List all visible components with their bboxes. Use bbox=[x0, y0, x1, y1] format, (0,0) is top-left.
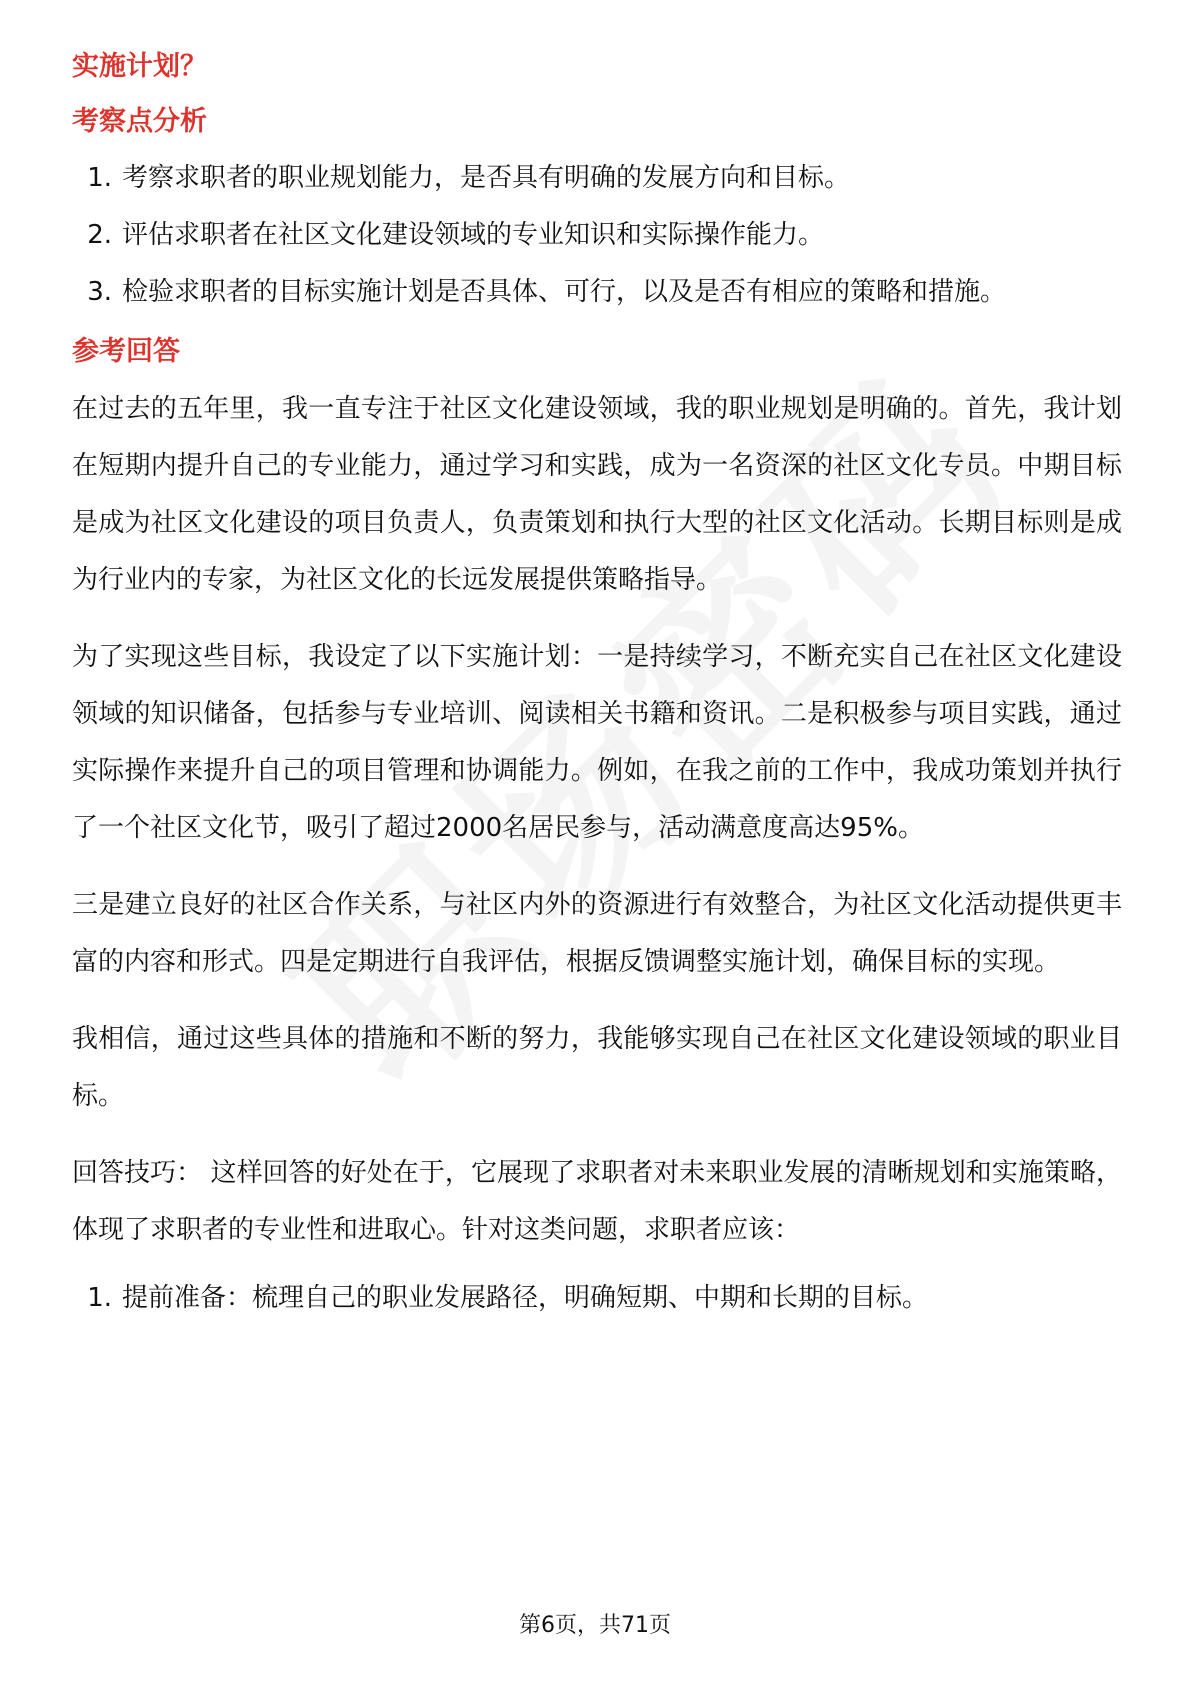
list-item-number: 2. bbox=[87, 220, 112, 250]
list-item bbox=[72, 275, 1122, 309]
list-item-text: 检验求职者的目标实施计划是否具体、可行，以及是否有相应的策略和措施。 bbox=[122, 277, 1007, 307]
list-item bbox=[72, 161, 1122, 195]
answer-paragraph: 我相信，通过这些具体的措施和不断的努力，我能够实现自己在社区文化建设领域的职业目标。 bbox=[72, 1024, 1122, 1111]
page-number-footer: 第6页，共71页 bbox=[519, 1613, 671, 1638]
answer-paragraph: 三是建立良好的社区合作关系，与社区内外的资源进行有效整合，为社区文化活动提供更丰富的内容和形式。四是定期进行自我评估，根据反馈调整实施计划，确保目标的实现。 bbox=[72, 890, 1122, 977]
answer-paragraph: 为了实现这些目标，我设定了以下实施计划：一是持续学习，不断充实自己在社区文化建设领域的知识储备，包括参与专业培训、阅读相关书籍和资讯。二是积极参与项目实践，通过实际操作来提升自己的项目管理和协调能力。例如，在我之前的工作中，我成功策划并执行了一个社区文化节，吸引了超过2000名居民参与，活动满意度高达95%。 bbox=[72, 642, 1122, 843]
tips-list bbox=[72, 1281, 1122, 1315]
list-item-text: 提前准备：梳理自己的职业发展路径，明确短期、中期和长期的目标。 bbox=[122, 1283, 929, 1313]
list-item-text: 考察求职者的职业规划能力，是否具有明确的发展方向和目标。 bbox=[122, 163, 851, 193]
answer-heading: 参考回答 bbox=[72, 336, 180, 367]
list-item-number: 1. bbox=[87, 1283, 112, 1313]
list-item-number: 3. bbox=[87, 277, 112, 307]
list-item-number: 1. bbox=[87, 163, 112, 193]
list-item bbox=[72, 218, 1122, 252]
analysis-list bbox=[72, 161, 1122, 309]
question-heading-tail: 实施计划？ bbox=[72, 51, 207, 82]
answer-tips-paragraph: 回答技巧： 这样回答的好处在于，它展现了求职者对未来职业发展的清晰规划和实施策略，体现了求职者的专业性和进取心。针对这类问题，求职者应该： bbox=[72, 1158, 1122, 1245]
list-item-text: 评估求职者在社区文化建设领域的专业知识和实际操作能力。 bbox=[122, 220, 825, 250]
answer-paragraph: 在过去的五年里，我一直专注于社区文化建设领域，我的职业规划是明确的。首先，我计划在短期内提升自己的专业能力，通过学习和实践，成为一名资深的社区文化专员。中期目标是成为社区文化建设的项目负责人，负责策划和执行大型的社区文化活动。长期目标则是成为行业内的专家，为社区文化的长远发展提供策略指导。 bbox=[72, 394, 1122, 595]
analysis-heading: 考察点分析 bbox=[72, 106, 207, 137]
list-item bbox=[72, 1281, 1122, 1315]
page-content bbox=[72, 50, 1122, 1315]
